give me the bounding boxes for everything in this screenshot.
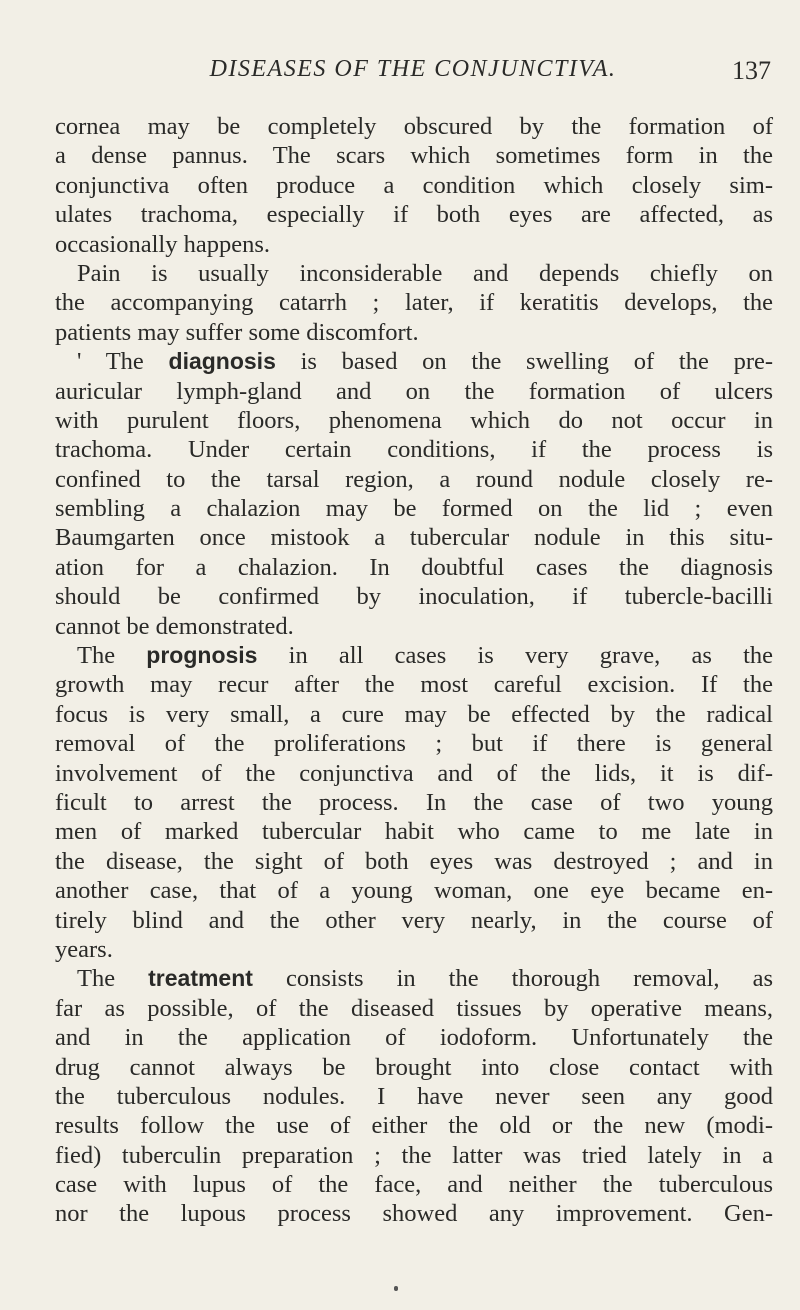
- text-line: growth may recur after the most careful excision. If the: [55, 671, 773, 699]
- text-line: the disease, the sight of both eyes was destroyed ; and in: [55, 847, 773, 875]
- text-line: Pain is usually inconsiderable and depends chiefly on: [77, 259, 773, 287]
- text-fragment: The: [77, 965, 149, 993]
- text-line: nor the lupous process showed any improvement. Gen-: [55, 1200, 773, 1228]
- text-line: Baumgarten once mistook a tubercular nodule in this situ-: [55, 524, 773, 552]
- text-line: cornea may be completely obscured by the formation of: [55, 113, 773, 140]
- text-fragment: ' The: [77, 348, 169, 376]
- text-line: removal of the proliferations ; but if there is general: [55, 730, 773, 758]
- text-line: conjunctiva often produce a condition which closely sim-: [55, 171, 773, 199]
- text-line: with purulent floors, phenomena which do not occur in: [55, 406, 773, 434]
- text-line: far as possible, of the diseased tissues by operative means,: [55, 994, 773, 1022]
- text-line: ation for a chalazion. In doubtful cases the diagnosis: [55, 553, 773, 581]
- text-line: ficult to arrest the process. In the case of two young: [55, 788, 773, 816]
- keyword-prognosis: prognosis: [146, 642, 258, 669]
- printer-mark: [394, 1286, 398, 1291]
- page-header: [55, 56, 771, 86]
- text-line: should be confirmed by inoculation, if tubercle-bacilli: [55, 583, 773, 611]
- text-line: involvement of the conjunctiva and of the lids, it is dif-: [55, 759, 773, 787]
- text-line: a dense pannus. The scars which sometimes form in the: [55, 142, 773, 170]
- text-line: [55, 347, 773, 376]
- text-line: men of marked tubercular habit who came to me late in: [55, 818, 773, 846]
- text-line: sembling a chalazion may be formed on the lid ; even: [55, 495, 773, 523]
- text-line: tirely blind and the other very nearly, in the course of: [55, 906, 773, 934]
- keyword-treatment: treatment: [148, 965, 253, 992]
- running-head: DISEASES OF THE CONJUNCTIVA.: [209, 56, 617, 82]
- page-number: 137: [732, 56, 771, 85]
- text-line: [55, 964, 773, 993]
- body-text: [55, 112, 773, 1229]
- text-line: the accompanying catarrh ; later, if keratitis develops, the: [55, 289, 773, 317]
- text-fragment: in all cases is very grave, as the: [257, 642, 774, 670]
- text-line: drug cannot always be brought into close contact with: [55, 1053, 773, 1081]
- text-line: occasionally happens.: [55, 230, 270, 258]
- text-line: focus is very small, a cure may be effected by the radical: [55, 700, 773, 728]
- text-line: trachoma. Under certain conditions, if the process is: [55, 436, 773, 464]
- text-line: cannot be demonstrated.: [55, 612, 294, 640]
- text-line: auricular lymph-gland and on the formation of ulcers: [55, 377, 773, 405]
- text-line: the tuberculous nodules. I have never seen any good: [55, 1082, 773, 1110]
- text-line: patients may suffer some discomfort.: [55, 318, 419, 346]
- text-line: ulates trachoma, especially if both eyes are affected, as: [55, 201, 773, 229]
- keyword-diagnosis: diagnosis: [168, 348, 276, 375]
- text-fragment: consists in the thorough removal, as: [252, 965, 773, 993]
- text-line: and in the application of iodoform. Unfortunately the: [55, 1024, 773, 1052]
- text-line: confined to the tarsal region, a round nodule closely re-: [55, 465, 773, 493]
- text-line: [55, 641, 773, 670]
- text-line: case with lupus of the face, and neither the tuberculous: [55, 1171, 773, 1199]
- text-line: another case, that of a young woman, one eye became en-: [55, 877, 773, 905]
- text-line: results follow the use of either the old or the new (modi-: [55, 1112, 773, 1140]
- text-fragment: is based on the swelling of the pre-: [275, 348, 774, 376]
- text-fragment: The: [77, 642, 147, 670]
- text-line: years.: [55, 935, 113, 963]
- text-line: fied) tuberculin preparation ; the latter was tried lately in a: [55, 1141, 773, 1169]
